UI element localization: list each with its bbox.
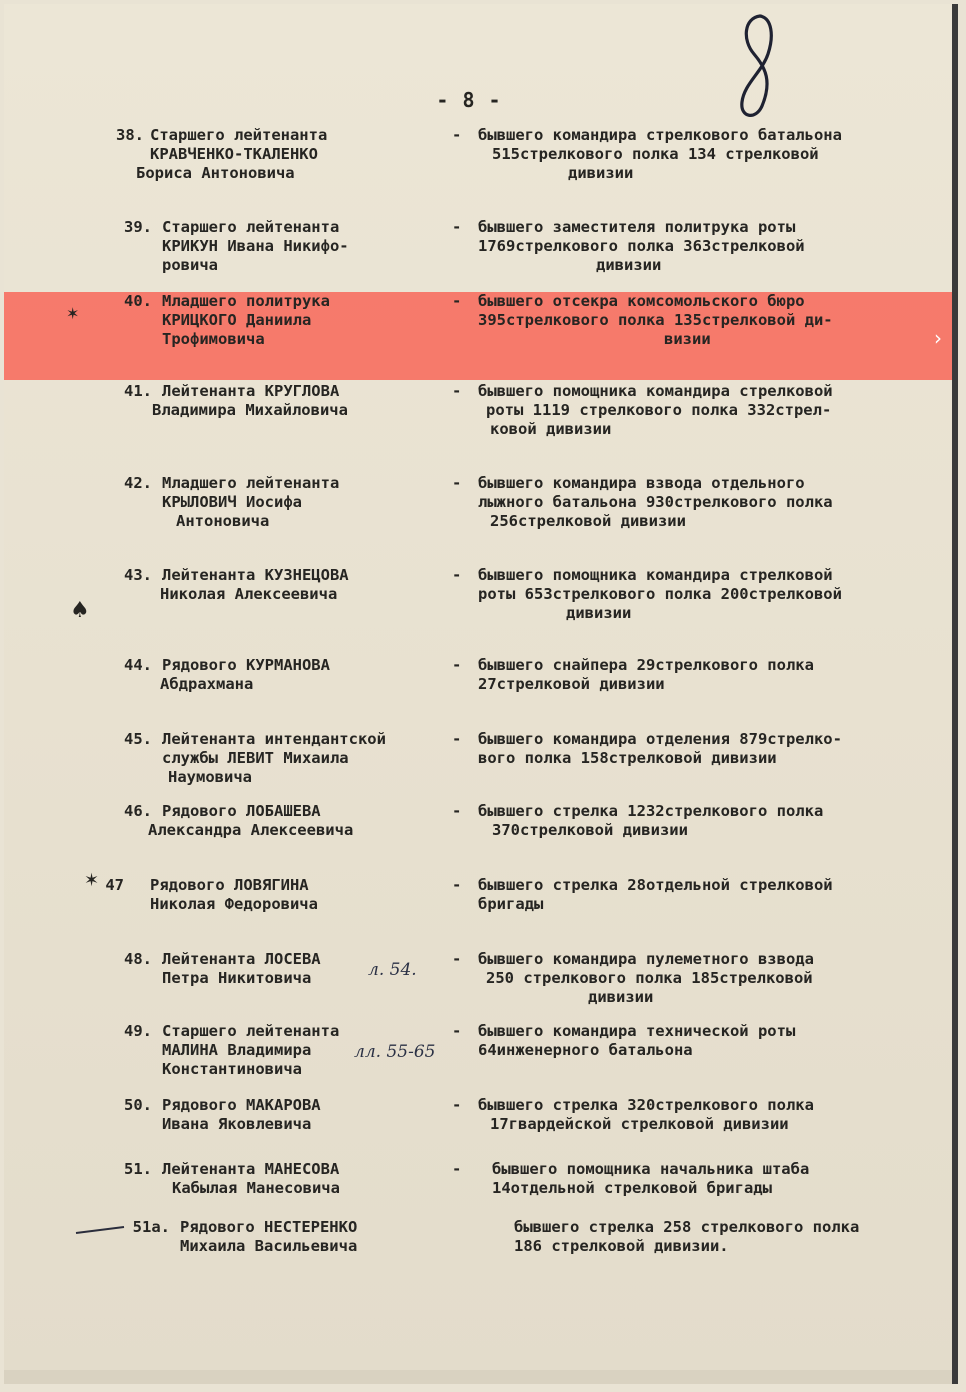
entry-rank: Младшего политрука xyxy=(162,292,330,310)
entry-number: 42. xyxy=(124,474,152,492)
entry-description-line: бывшего командира отделения 879стрелко- xyxy=(478,730,842,748)
entry-rank: Старшего лейтенанта xyxy=(162,218,340,236)
entry-name-line: КРИКУН Ивана Никифо- xyxy=(162,237,349,255)
entry-dash: - xyxy=(452,802,462,820)
entry-description-line: бывшего стрелка 1232стрелкового полка xyxy=(478,802,824,820)
entry-description-line: дивизии xyxy=(588,988,654,1006)
entry-dash: - xyxy=(452,1096,462,1114)
entry-description-line: дивизии xyxy=(568,164,634,182)
entry-name-line: Николая Алексеевича xyxy=(160,585,338,603)
entry-description-line: 1769стрелкового полка 363стрелковой xyxy=(478,237,805,255)
entry-description-line: 395стрелкового полка 135стрелковой ди- xyxy=(478,311,833,329)
entry-description-line: 515стрелкового полка 134 стрелковой xyxy=(492,145,819,163)
entry-name-line: Бориса Антоновича xyxy=(136,164,295,182)
entry-dash: - xyxy=(452,656,462,674)
entry-description-line: бригады xyxy=(478,895,544,913)
entry-description-line: лыжного батальона 930стрелкового полка xyxy=(478,493,833,511)
entry-dash: - xyxy=(452,950,462,968)
entry-description-line: роты 1119 стрелкового полка 332стрел- xyxy=(486,401,832,419)
entry-name-line: Владимира Михайловича xyxy=(152,401,348,419)
entry-dash: - xyxy=(452,474,462,492)
entry-rank: Лейтенанта КРУГЛОВА xyxy=(162,382,340,400)
entry-rank: Рядового НЕСТЕРЕНКО xyxy=(180,1218,358,1236)
entry-rank: Лейтенанта МАНЕСОВА xyxy=(162,1160,340,1178)
entry-number: 51. xyxy=(124,1160,152,1178)
entry-dash: - xyxy=(452,126,462,144)
entry-description-line: бывшего отсекра комсомольского бюро xyxy=(478,292,805,310)
handwritten-note-49: лл. 55-65 xyxy=(354,1042,436,1062)
entry-description-line: роты 653стрелкового полка 200стрелковой xyxy=(478,585,842,603)
entry-number: 41. xyxy=(124,382,152,400)
entry-description-line: бывшего помощника командира стрелковой xyxy=(478,382,833,400)
entry-number: 50. xyxy=(124,1096,152,1114)
entry-name-line: Константиновича xyxy=(162,1060,302,1078)
handwritten-page-number xyxy=(722,10,792,130)
entry-description-line: бывшего командира стрелкового батальона xyxy=(478,126,842,144)
entry-description-line: 64инженерного батальона xyxy=(478,1041,693,1059)
entry-name-line: Ивана Яковлевича xyxy=(162,1115,312,1133)
entry-number: 48. xyxy=(124,950,152,968)
entry-description-line: 27стрелковой дивизии xyxy=(478,675,665,693)
entry-number: 49. xyxy=(124,1022,152,1040)
entry-description-line: бывшего стрелка 258 стрелкового полка xyxy=(514,1218,860,1236)
entry-description-line: дивизии xyxy=(566,604,632,622)
entry-rank: Младшего лейтенанта xyxy=(162,474,340,492)
entry-dash: - xyxy=(452,382,462,400)
entry-dash: - xyxy=(452,566,462,584)
entry-rank: Рядового ЛОБАШЕВА xyxy=(162,802,321,820)
entry-description-line: 14отдельной стрелковой бригады xyxy=(492,1179,772,1197)
entry-description-line: 250 стрелкового полка 185стрелковой xyxy=(486,969,813,987)
entry-description-line: бывшего заместителя политрука роты xyxy=(478,218,796,236)
entry-name-line: Михаила Васильевича xyxy=(180,1237,358,1255)
entry-name-line: Трофимовича xyxy=(162,330,265,348)
entry-name-line: службы ЛЕВИТ Михаила xyxy=(162,749,349,767)
entry-number: 47 xyxy=(105,876,124,894)
entry-description-line: бывшего командира взвода отдельного xyxy=(478,474,805,492)
entry-dash: - xyxy=(452,218,462,236)
entry-name-line: Абдрахмана xyxy=(160,675,254,693)
entry-description-line: вого полка 158стрелковой дивизии xyxy=(478,749,777,767)
margin-star-mark: ✶ xyxy=(84,870,100,891)
entry-dash: - xyxy=(452,730,462,748)
entry-name-line: Петра Никитовича xyxy=(162,969,312,987)
entry-name-line: Александра Алексеевича xyxy=(148,821,354,839)
next-page-arrow-icon[interactable]: › xyxy=(934,326,942,350)
entry-dash: - xyxy=(452,1022,462,1040)
entry-description-line: бывшего стрелка 320стрелкового полка xyxy=(478,1096,814,1114)
entry-number: 45. xyxy=(124,730,152,748)
handwritten-note-48: л. 54. xyxy=(368,960,417,980)
entry-name-line: Наумовича xyxy=(168,768,252,786)
entry-description-line: бывшего помощника начальника штаба xyxy=(492,1160,810,1178)
margin-dash-mark xyxy=(74,1224,126,1236)
entry-name-line: КРАВЧЕНКО-ТКАЛЕНКО xyxy=(150,145,318,163)
entry-description-line: ковой дивизии xyxy=(490,420,612,438)
entry-number: 38. xyxy=(116,126,144,144)
entry-number: 46. xyxy=(124,802,152,820)
page-number: - 8 - xyxy=(436,88,502,112)
entry-rank: Старшего лейтенанта xyxy=(150,126,328,144)
entry-description-line: бывшего командира пулеметного взвода xyxy=(478,950,814,968)
entry-name-line: ровича xyxy=(162,256,218,274)
entry-description-line: бывшего командира технической роты xyxy=(478,1022,796,1040)
entry-name-line: МАЛИНА Владимира xyxy=(162,1041,312,1059)
entry-name-line: КРЫЛОВИЧ Иосифа xyxy=(162,493,302,511)
entry-number: 40. xyxy=(124,292,152,310)
entry-description-line: бывшего снайпера 29стрелкового полка xyxy=(478,656,814,674)
entry-rank: Рядового МАКАРОВА xyxy=(162,1096,321,1114)
entry-dash: - xyxy=(452,292,462,310)
entry-dash: - xyxy=(452,1160,462,1178)
entry-rank: Лейтенанта ЛОСЕВА xyxy=(162,950,321,968)
entry-rank: Лейтенанта КУЗНЕЦОВА xyxy=(162,566,349,584)
entry-name-line: Николая Федоровича xyxy=(150,895,318,913)
entry-description-line: 370стрелковой дивизии xyxy=(492,821,688,839)
entry-rank: Рядового КУРМАНОВА xyxy=(162,656,330,674)
entry-description-line: бывшего стрелка 28отдельной стрелковой xyxy=(478,876,833,894)
entry-number: 51а. xyxy=(132,1218,170,1236)
entry-name-line: Кабылая Манесовича xyxy=(172,1179,340,1197)
entry-description-line: 17гвардейской стрелковой дивизии xyxy=(490,1115,789,1133)
entry-description-line: дивизии xyxy=(596,256,662,274)
entry-dash: - xyxy=(452,876,462,894)
entry-rank: Рядового ЛОВЯГИНА xyxy=(150,876,309,894)
entry-number: 43. xyxy=(124,566,152,584)
entry-description-line: визии xyxy=(664,330,711,348)
entry-rank: Старшего лейтенанта xyxy=(162,1022,340,1040)
margin-arrow-mark: ♠ xyxy=(70,598,90,623)
entry-number: 44. xyxy=(124,656,152,674)
page-bottom-edge xyxy=(4,1370,952,1384)
entry-description-line: 186 стрелковой дивизии. xyxy=(514,1237,729,1255)
entry-name-line: Антоновича xyxy=(176,512,270,530)
margin-star-mark: ✶ xyxy=(66,304,80,323)
entry-rank: Лейтенанта интендантской xyxy=(162,730,386,748)
entry-number: 39. xyxy=(124,218,152,236)
entry-name-line: КРИЦКОГО Даниила xyxy=(162,311,312,329)
entry-description-line: 256стрелковой дивизии xyxy=(490,512,686,530)
entry-description-line: бывшего помощника командира стрелковой xyxy=(478,566,833,584)
document-page xyxy=(4,4,958,1384)
